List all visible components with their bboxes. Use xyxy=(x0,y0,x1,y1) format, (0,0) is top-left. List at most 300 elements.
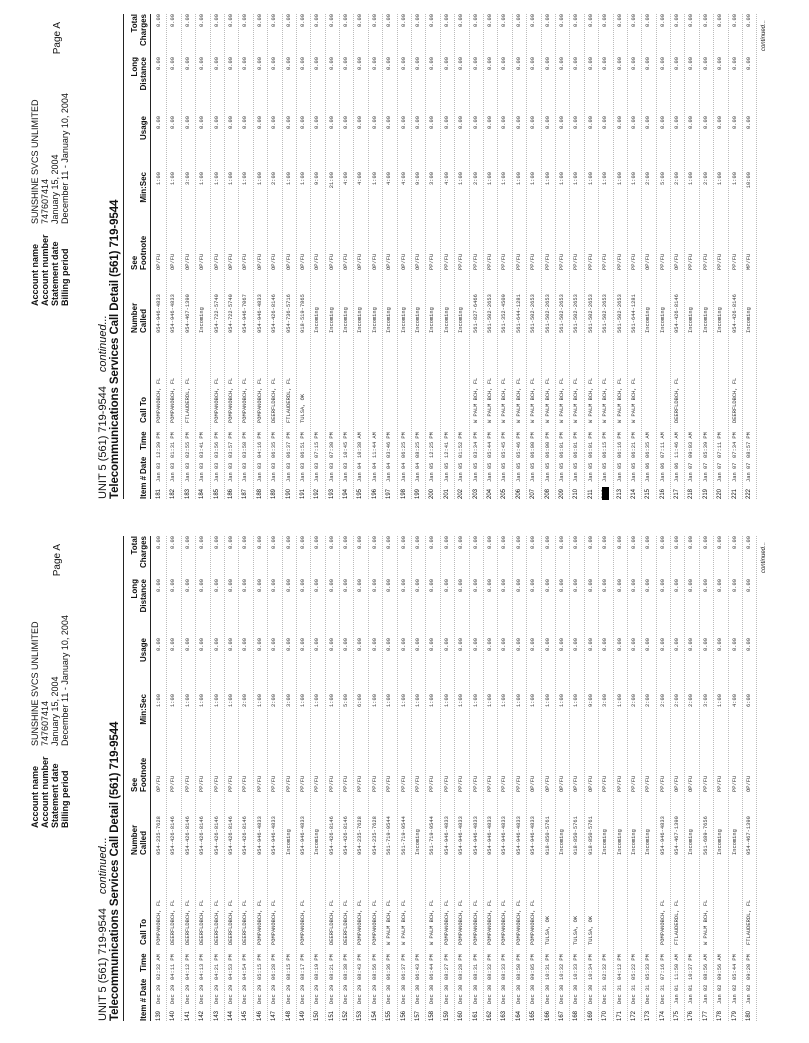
title-rule xyxy=(123,14,124,499)
call-time: 05:39 PM xyxy=(702,432,709,458)
continued-footer: continued... xyxy=(761,542,767,574)
total-charges: 0.00 xyxy=(702,536,709,549)
long-distance: 0.00 xyxy=(659,57,666,70)
item-number: 176 xyxy=(688,1010,695,1021)
number-called: 954-235-7628 xyxy=(156,816,162,855)
call-to: DEERFLDBCH, FL xyxy=(227,899,234,945)
item-number: 188 xyxy=(256,488,263,499)
footnote: PP/FU xyxy=(328,775,335,792)
col-header-total-charges-text: Charges xyxy=(138,14,148,47)
min-sec: 1:00 xyxy=(544,172,551,185)
number-called: 561-644-1281 xyxy=(515,294,522,333)
call-to: DEERFLDBCH, FL xyxy=(343,899,350,945)
min-sec: 1:00 xyxy=(458,694,465,707)
item-number: 190 xyxy=(285,488,292,499)
long-distance: 0.00 xyxy=(357,579,364,592)
section-title: Telecommunications Services Call Detail (561) 719-9544 xyxy=(109,199,121,499)
call-to: POMPANOBCH, FL xyxy=(472,899,479,945)
call-date: Jan 02 xyxy=(702,984,709,1004)
call-to: DEERFLDBCH, FL xyxy=(731,377,738,423)
usage: 0.00 xyxy=(688,116,695,129)
min-sec: 5:00 xyxy=(343,694,350,707)
call-to: TULSA, OK xyxy=(299,393,306,423)
call-date: Dec 29 xyxy=(343,984,350,1004)
call-date: Jan 03 xyxy=(184,462,191,482)
usage: 0.00 xyxy=(386,116,393,129)
total-charges: 0.00 xyxy=(472,14,479,27)
usage: 0.00 xyxy=(530,116,537,129)
table-row xyxy=(311,536,325,1021)
usage: 0.00 xyxy=(285,116,292,129)
call-time: 05:44 PM xyxy=(731,954,738,980)
total-charges: 0.00 xyxy=(400,536,407,549)
number-called: 954-467-1390 xyxy=(674,816,681,855)
call-date: Jan 03 xyxy=(299,462,306,482)
min-sec: 1:00 xyxy=(587,172,594,185)
call-date: Jan 05 xyxy=(443,462,450,482)
table-row xyxy=(614,14,628,499)
item-number: 168 xyxy=(573,1010,580,1021)
footnote: PP/FU xyxy=(659,775,666,792)
footnote: PP/FU xyxy=(486,253,493,270)
min-sec: 1:00 xyxy=(558,172,565,185)
footnote: OP/FU xyxy=(170,253,177,270)
col-header-usage-text: Usage xyxy=(139,638,148,663)
long-distance: 0.00 xyxy=(530,57,537,70)
item-number: 166 xyxy=(544,1010,551,1021)
item-number: 209 xyxy=(558,488,565,499)
min-sec: 1:00 xyxy=(371,172,378,185)
call-time: 06:36 PM xyxy=(386,954,393,980)
statement-page xyxy=(0,0,809,521)
usage: 0.00 xyxy=(515,116,522,129)
table-row xyxy=(153,14,167,499)
call-date: Dec 29 xyxy=(271,984,278,1004)
min-sec: 9:00 xyxy=(314,172,321,185)
min-sec: 1:00 xyxy=(515,172,522,185)
call-time: 08:56 PM xyxy=(371,954,378,980)
number-called: Incoming xyxy=(285,829,292,855)
call-time: 08:19 PM xyxy=(314,954,321,980)
call-time: 10:45 PM xyxy=(343,432,350,458)
call-date: Jan 03 xyxy=(170,462,177,482)
total-charges: 0.00 xyxy=(558,536,565,549)
number-called: 954-426-8146 xyxy=(674,294,681,333)
item-number: 202 xyxy=(458,488,465,499)
call-date: Jan 01 xyxy=(688,984,695,1004)
col-header-call-to xyxy=(140,919,149,945)
number-called: 954-946-4833 xyxy=(486,816,493,855)
long-distance: 0.00 xyxy=(371,579,378,592)
footnote: PP/FU xyxy=(515,253,522,270)
footnote: OP/FU xyxy=(674,775,681,792)
table-row xyxy=(484,536,498,1021)
call-to: DEERFLDBCH, FL xyxy=(184,899,191,945)
long-distance: 0.00 xyxy=(717,579,724,592)
table-row xyxy=(412,536,426,1021)
item-number: 139 xyxy=(156,1010,162,1021)
account-number-value: 747607414 xyxy=(40,178,50,224)
table-row xyxy=(383,14,397,499)
call-to: POMPANOBCH, FL xyxy=(170,377,177,423)
item-number: 183 xyxy=(184,488,191,499)
usage: 0.00 xyxy=(573,638,580,651)
call-time: 10:37 PM xyxy=(688,954,695,980)
table-row xyxy=(196,536,210,1021)
call-time: 06:01 PM xyxy=(558,432,565,458)
number-called: 954-426-8146 xyxy=(199,816,206,855)
call-time: 07:11 AM xyxy=(659,432,666,458)
number-called: 561-689-7656 xyxy=(702,816,709,855)
long-distance: 0.00 xyxy=(501,57,508,70)
call-to: POMPANOBCH, FL xyxy=(299,899,306,945)
call-time: 08:43 PM xyxy=(357,954,364,980)
call-date: Dec 30 xyxy=(515,984,522,1004)
min-sec: 4:00 xyxy=(343,172,350,185)
call-detail-table xyxy=(153,14,757,499)
continued-footer: continued... xyxy=(761,20,767,52)
table-row xyxy=(556,14,570,499)
call-time: 05:46 PM xyxy=(515,432,522,458)
call-date: Dec 29 xyxy=(285,984,292,1004)
call-time: 08:50 PM xyxy=(515,954,522,980)
call-time: 06:15 PM xyxy=(602,432,609,458)
footnote: OP/FU xyxy=(184,253,191,270)
col-header-date-text: Date xyxy=(139,978,148,996)
min-sec: 1:00 xyxy=(573,172,580,185)
table-row xyxy=(743,14,757,499)
min-sec: 1:00 xyxy=(213,694,220,707)
number-called: Incoming xyxy=(458,307,465,333)
number-called: Incoming xyxy=(429,307,436,333)
item-number: 161 xyxy=(472,1010,479,1021)
number-called: 561-719-9544 xyxy=(429,816,436,855)
call-to: POMPANOBCH, FL xyxy=(213,377,220,423)
number-called: Incoming xyxy=(645,307,652,333)
footnote: PP/FU xyxy=(443,775,450,792)
total-charges: 0.00 xyxy=(429,14,436,27)
total-charges: 0.00 xyxy=(328,14,335,27)
table-row xyxy=(714,536,728,1021)
long-distance: 0.00 xyxy=(630,579,637,592)
table-row xyxy=(182,14,196,499)
total-charges: 0.00 xyxy=(328,536,335,549)
footnote: OP/FU xyxy=(674,253,681,270)
total-charges: 0.00 xyxy=(314,536,321,549)
call-date: Dec 30 xyxy=(573,984,580,1004)
min-sec: 2:00 xyxy=(674,694,681,707)
footnote: PP/FU xyxy=(400,775,407,792)
item-number: 172 xyxy=(630,1010,637,1021)
call-date: Jan 05 xyxy=(602,462,609,482)
call-time: 06:43 PM xyxy=(415,954,422,980)
table-row xyxy=(225,536,239,1021)
col-header-long-distance xyxy=(131,57,148,99)
usage: 0.00 xyxy=(486,638,493,651)
usage: 0.00 xyxy=(429,116,436,129)
long-distance: 0.00 xyxy=(472,579,479,592)
call-time: 08:31 PM xyxy=(472,954,479,980)
usage: 0.00 xyxy=(530,638,537,651)
call-time: 01:31 PM xyxy=(170,432,177,458)
number-called: Incoming xyxy=(314,307,321,333)
usage: 0.00 xyxy=(472,116,479,129)
account-name-row xyxy=(30,93,40,306)
call-date: Dec 29 xyxy=(199,984,206,1004)
usage: 0.00 xyxy=(371,116,378,129)
number-called: 561-502-2653 xyxy=(602,294,609,333)
item-number: 154 xyxy=(371,1010,378,1021)
col-header-long-distance-text: Long xyxy=(130,579,139,599)
call-to: FTLAUDERDL, FL xyxy=(184,377,191,423)
call-time: 09:20 PM xyxy=(746,954,753,980)
call-time: 08:38 PM xyxy=(343,954,350,980)
min-sec: 3:00 xyxy=(702,694,709,707)
table-row xyxy=(585,536,599,1021)
call-time: 08:57 PM xyxy=(746,432,753,458)
call-time: 06:37 PM xyxy=(285,432,292,458)
footnote: OP/FU xyxy=(227,253,234,270)
min-sec: 3:00 xyxy=(602,694,609,707)
total-charges: 0.00 xyxy=(343,536,350,549)
footnote: PP/FU xyxy=(299,775,306,792)
total-charges: 0.00 xyxy=(573,14,580,27)
footnote: PP/FU xyxy=(415,775,422,792)
item-number: 214 xyxy=(630,488,637,499)
total-charges: 0.00 xyxy=(573,536,580,549)
call-to: POMPANOBCH, FL xyxy=(530,899,537,945)
item-number: 178 xyxy=(717,1010,724,1021)
col-header-total-charges xyxy=(131,536,148,571)
call-date: Jan 05 xyxy=(501,462,508,482)
call-to: W PALM BCH, FL xyxy=(630,377,637,423)
col-header-usage xyxy=(140,116,149,151)
call-date: Dec 29 xyxy=(227,984,234,1004)
long-distance: 0.00 xyxy=(544,57,551,70)
table-row xyxy=(326,536,340,1021)
table-row xyxy=(254,14,268,499)
call-to: POMPANOBCH, FL xyxy=(659,899,666,945)
min-sec: 10:00 xyxy=(746,172,753,189)
call-date: Dec 29 xyxy=(242,984,249,1004)
long-distance: 0.00 xyxy=(587,579,594,592)
item-number: 143 xyxy=(213,1010,220,1021)
long-distance: 0.00 xyxy=(659,579,666,592)
number-called: 954-426-8146 xyxy=(227,816,234,855)
number-called: 561-502-2653 xyxy=(544,294,551,333)
number-called: 954-736-5716 xyxy=(285,294,292,333)
total-charges: 0.00 xyxy=(227,536,234,549)
long-distance: 0.00 xyxy=(314,57,321,70)
account-name-value: SUNSHINE SVCS UNLIMITED xyxy=(30,99,40,224)
col-header-min-sec xyxy=(140,694,149,734)
number-called: 561-644-1281 xyxy=(630,294,637,333)
footnote: OP/FU xyxy=(587,775,594,792)
col-header-time-text: Time xyxy=(139,431,148,450)
total-charges: 0.00 xyxy=(184,536,191,549)
usage: 0.00 xyxy=(199,638,206,651)
row-divider xyxy=(756,14,757,499)
table-row xyxy=(211,14,225,499)
call-date: Dec 29 xyxy=(314,984,321,1004)
table-row xyxy=(383,536,397,1021)
number-called: 954-426-8146 xyxy=(170,816,177,855)
total-charges: 0.00 xyxy=(702,14,709,27)
footnote: PP/FU xyxy=(314,775,321,792)
table-row xyxy=(585,14,599,499)
call-time: 03:57 PM xyxy=(227,432,234,458)
total-charges: 0.00 xyxy=(170,14,177,27)
call-date: Dec 30 xyxy=(587,984,594,1004)
call-date: Jan 03 xyxy=(285,462,292,482)
usage: 0.00 xyxy=(731,116,738,129)
total-charges: 0.00 xyxy=(530,14,537,27)
col-header-long-distance-text: Distance xyxy=(138,579,148,613)
min-sec: 1:00 xyxy=(544,694,551,707)
number-called: Incoming xyxy=(717,829,724,855)
min-sec: 1:00 xyxy=(717,172,724,185)
total-charges: 0.00 xyxy=(285,536,292,549)
table-row xyxy=(685,536,699,1021)
call-date: Jan 07 xyxy=(746,462,753,482)
item-number: 207 xyxy=(530,488,537,499)
call-date: Jan 05 xyxy=(587,462,594,482)
long-distance: 0.00 xyxy=(328,57,335,70)
footnote: PP/FU xyxy=(271,775,278,792)
footnote: PP/FU xyxy=(645,775,652,792)
call-time: 10:33 PM xyxy=(573,954,580,980)
call-time: 08:28 PM xyxy=(458,954,465,980)
footnote: OP/FU xyxy=(242,253,249,270)
row-divider xyxy=(756,536,757,1021)
call-time: 11:44 AM xyxy=(371,432,378,458)
number-called: Incoming xyxy=(717,307,724,333)
call-date: Dec 30 xyxy=(501,984,508,1004)
total-charges: 0.00 xyxy=(630,14,637,27)
number-called: 954-946-4833 xyxy=(443,816,450,855)
call-time: 02:55 PM xyxy=(184,432,191,458)
call-time: 08:15 PM xyxy=(285,954,292,980)
call-time: 04:13 PM xyxy=(199,954,206,980)
item-number: 204 xyxy=(486,488,493,499)
min-sec: 1:00 xyxy=(530,172,537,185)
min-sec: 1:00 xyxy=(242,172,249,185)
number-called: 954-426-8146 xyxy=(271,294,278,333)
min-sec: 1:00 xyxy=(501,694,508,707)
col-header-footnote xyxy=(131,236,148,270)
table-row xyxy=(182,536,196,1021)
min-sec: 1:00 xyxy=(299,172,306,185)
footnote: PP/FU xyxy=(544,253,551,270)
long-distance: 0.00 xyxy=(256,57,263,70)
redaction-mark xyxy=(602,487,609,500)
call-to: DEERFLDBCH, FL xyxy=(242,899,249,945)
item-number: 199 xyxy=(415,488,422,499)
usage: 0.00 xyxy=(227,116,234,129)
footnote: PP/FU xyxy=(256,775,263,792)
call-date: Jan 07 xyxy=(731,462,738,482)
call-date: Dec 31 xyxy=(630,984,637,1004)
call-date: Jan 02 xyxy=(746,984,753,1004)
long-distance: 0.00 xyxy=(688,57,695,70)
statement-page xyxy=(0,522,809,1043)
long-distance: 0.00 xyxy=(429,57,436,70)
table-row xyxy=(441,536,455,1021)
total-charges: 0.00 xyxy=(515,14,522,27)
call-to: POMPANOBCH, FL xyxy=(515,899,522,945)
continued-label: continued... xyxy=(97,837,109,895)
total-charges: 0.00 xyxy=(357,14,364,27)
usage: 0.00 xyxy=(674,116,681,129)
number-called: 561-352-4509 xyxy=(501,294,508,333)
item-number: 186 xyxy=(227,488,234,499)
col-header-number-called xyxy=(131,303,148,333)
call-date: Jan 06 xyxy=(674,462,681,482)
billing-period-value: December 11 - January 10, 2004 xyxy=(60,93,70,224)
usage: 0.00 xyxy=(299,116,306,129)
statement-date-row xyxy=(50,615,60,828)
total-charges: 0.00 xyxy=(256,536,263,549)
footnote: PP/FU xyxy=(213,775,220,792)
number-called: Incoming xyxy=(199,307,206,333)
usage: 0.00 xyxy=(343,116,350,129)
long-distance: 0.00 xyxy=(558,579,565,592)
call-date: Jan 07 xyxy=(702,462,709,482)
call-to: W PALM BCH, FL xyxy=(400,899,407,945)
min-sec: 4:00 xyxy=(731,694,738,707)
call-date: Jan 03 xyxy=(271,462,278,482)
call-to: W PALM BCH, FL xyxy=(602,377,609,423)
table-row xyxy=(556,536,570,1021)
total-charges: 0.00 xyxy=(242,14,249,27)
usage: 0.00 xyxy=(486,116,493,129)
call-date: Jan 06 xyxy=(645,462,652,482)
table-row xyxy=(484,14,498,499)
call-time: 08:32 PM xyxy=(486,954,493,980)
usage: 0.00 xyxy=(573,116,580,129)
total-charges: 0.00 xyxy=(242,536,249,549)
min-sec: 1:00 xyxy=(156,694,162,707)
usage: 0.00 xyxy=(645,116,652,129)
col-header-footnote-text: Footnote xyxy=(138,235,148,270)
total-charges: 0.00 xyxy=(717,14,724,27)
total-charges: 0.00 xyxy=(443,536,450,549)
footnote: OP/FU xyxy=(314,253,321,270)
call-date: Jan 05 xyxy=(544,462,551,482)
call-time: 08:27 PM xyxy=(443,954,450,980)
item-number: 150 xyxy=(314,1010,321,1021)
account-name-label: Account name xyxy=(30,765,40,828)
call-time: 06:21 PM xyxy=(630,432,637,458)
item-number: 146 xyxy=(256,1010,263,1021)
table-row xyxy=(671,14,685,499)
call-date: Jan 04 xyxy=(357,462,364,482)
min-sec: 1:00 xyxy=(515,694,522,707)
call-date: Jan 03 xyxy=(213,462,220,482)
item-number: 160 xyxy=(458,1010,465,1021)
call-time: 02:32 AM xyxy=(156,954,162,980)
number-called: 954-235-7628 xyxy=(371,816,378,855)
col-header-number-called-text: Called xyxy=(138,830,148,855)
usage: 0.00 xyxy=(587,638,594,651)
col-header-call-to-text: Call To xyxy=(139,918,148,945)
total-charges: 0.00 xyxy=(746,14,753,27)
call-to: POMPANOBCH, FL xyxy=(271,899,278,945)
call-date: Jan 05 xyxy=(486,462,493,482)
item-number: 156 xyxy=(400,1010,407,1021)
table-row xyxy=(513,536,527,1021)
call-time: 08:25 PM xyxy=(415,432,422,458)
